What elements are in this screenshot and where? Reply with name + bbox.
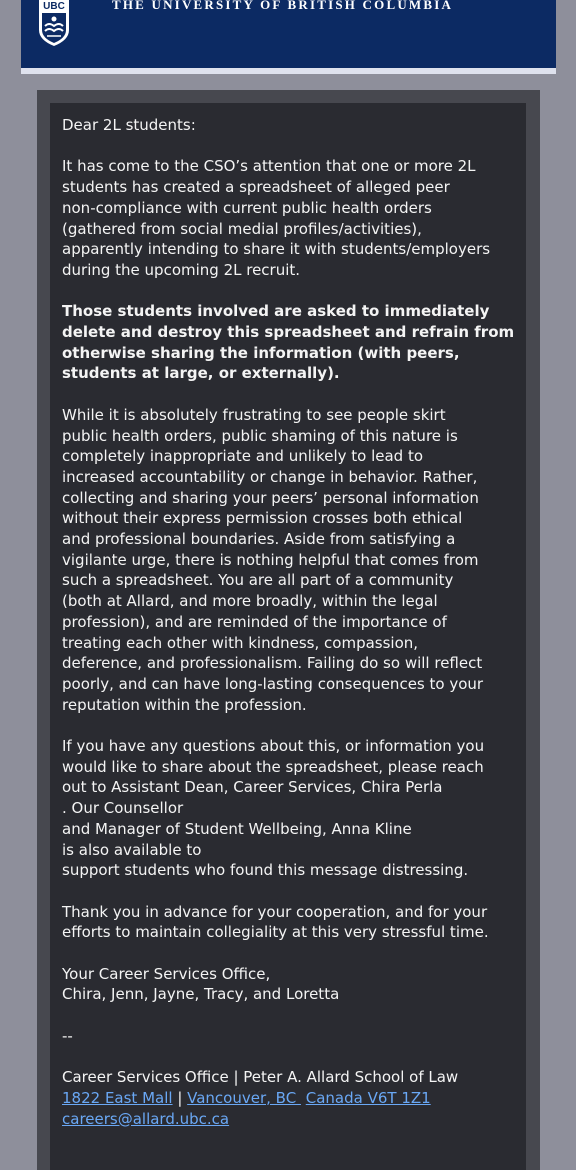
email-paragraph-thanks: Thank you in advance for your cooperation, and for your efforts to maintain collegiality at this very stressful time. bbox=[62, 902, 489, 942]
signature-office: Career Services Office | Peter A. Allard School of Law bbox=[62, 1068, 459, 1087]
address-street-link[interactable]: 1822 East Mall bbox=[62, 1088, 173, 1107]
address-postal-link[interactable]: Canada V6T 1Z1 bbox=[305, 1088, 431, 1107]
address-separator: | bbox=[172, 1088, 188, 1107]
email-paragraph-contacts: If you have any questions about this, or information you would like to share about the spreadsheet, please reach out to Assistant Dean, Career Services, Chira Perla . Our Counsellor and Manager of Student Wellbeing, Anna Kline is also available to support students who found this message distressing. bbox=[62, 737, 485, 880]
banner-divider bbox=[21, 68, 556, 74]
address-city-link[interactable]: Vancouver, BC bbox=[187, 1088, 301, 1107]
email-signoff: Your Career Services Office, Chira, Jenn, Jayne, Tracy, and Loretta bbox=[62, 964, 340, 1004]
logo-text: UBC bbox=[43, 1, 65, 12]
ubc-crest-logo bbox=[37, 0, 71, 46]
signature-email-link[interactable]: careers@allard.ubc.ca bbox=[62, 1109, 230, 1128]
email-signature bbox=[62, 1067, 532, 1129]
university-wordmark: THE UNIVERSITY OF BRITISH COLUMBIA bbox=[112, 0, 454, 12]
email-body bbox=[62, 115, 532, 1129]
email-paragraph-1: It has come to the CSO’s attention that one or more 2L students has created a spreadsheet of alleged peer non-compliance with current public health orders (gathered from social medial profiles/activities), apparently intending to share it with students/employers during the upcoming 2L recruit. bbox=[62, 157, 491, 279]
email-paragraph-3: While it is absolutely frustrating to see people skirt public health orders, public shaming of this nature is completely inappropriate and unlikely to lead to increased accountability or change in behavior. Rather, collecting and sharing your peers’ personal information without their express permission crosses both ethical and professional boundaries. Aside from satisfying a vigilante urge, there is nothing helpful that comes from such a spreadsheet. You are all part of a community (both at Allard, and more broadly, within the legal profession), and are reminded of the importance of treating each other with kindness, compassion, deference, and professionalism. Failing do so will reflect poorly, and can have long-lasting consequences to your reputation within the profession. bbox=[62, 405, 484, 714]
signature-address bbox=[62, 1088, 532, 1109]
email-greeting: Dear 2L students: bbox=[62, 116, 196, 134]
email-paragraph-request: Those students involved are asked to immediately delete and destroy this spreadsheet and refrain from otherwise sharing the information (with peers, students at large, or externally). bbox=[62, 302, 515, 383]
signature-separator: -- bbox=[62, 1026, 73, 1045]
signature-email-line bbox=[62, 1109, 532, 1130]
university-banner bbox=[21, 0, 556, 68]
